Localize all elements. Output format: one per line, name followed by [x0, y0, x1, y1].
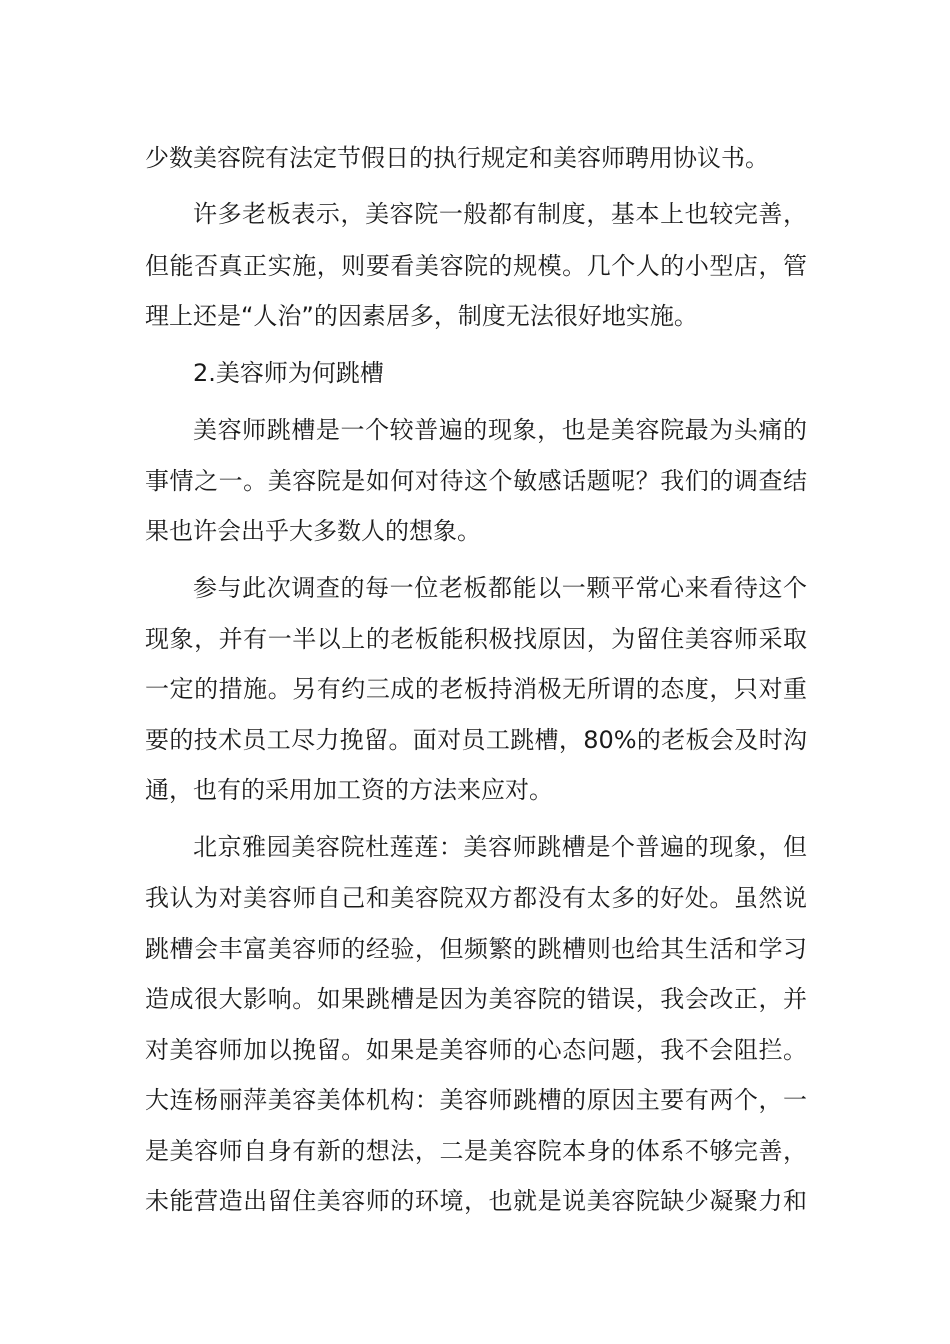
line-text: 理上还是“人治”的因素居多，制度无法很好地实施。	[145, 302, 698, 330]
text-line	[0, 194, 950, 234]
line-text: 2.美容师为何跳槽	[193, 359, 384, 387]
line-text: 是美容师自身有新的想法，二是美容院本身的体系不够完善，	[145, 1137, 807, 1165]
text-line	[0, 979, 950, 1019]
text-line	[0, 296, 950, 336]
line-text: 果也许会出乎大多数人的想象。	[145, 517, 481, 545]
line-text: 跳槽会丰富美容师的经验，但频繁的跳槽则也给其生活和学习	[145, 935, 807, 963]
line-text: 对美容师加以挽留。如果是美容师的心态问题，我不会阻拦。	[145, 1036, 807, 1064]
text-line	[0, 878, 950, 918]
text-line	[0, 246, 950, 286]
line-text: 我认为对美容师自己和美容院双方都没有太多的好处。虽然说	[145, 884, 807, 912]
line-text: 未能营造出留住美容师的环境，也就是说美容院缺少凝聚力和	[145, 1187, 807, 1215]
text-line	[0, 1131, 950, 1171]
text-line	[0, 619, 950, 659]
text-line	[0, 511, 950, 551]
text-line	[0, 929, 950, 969]
text-line	[0, 827, 950, 867]
line-text: 现象，并有一半以上的老板能积极找原因，为留住美容师采取	[145, 625, 807, 653]
line-text: 要的技术员工尽力挽留。面对员工跳槽，80%的老板会及时沟	[145, 726, 807, 754]
line-text: 造成很大影响。如果跳槽是因为美容院的错误，我会改正，并	[145, 985, 807, 1013]
text-line	[0, 770, 950, 810]
line-text: 北京雅园美容院杜莲莲：美容师跳槽是个普遍的现象，但	[193, 833, 807, 861]
text-line	[0, 1030, 950, 1070]
text-line	[0, 461, 950, 501]
line-text: 许多老板表示，美容院一般都有制度，基本上也较完善，	[193, 200, 807, 228]
text-line	[0, 669, 950, 709]
line-text: 但能否真正实施，则要看美容院的规模。几个人的小型店，管	[145, 252, 807, 280]
line-text: 事情之一。美容院是如何对待这个敏感话题呢？我们的调查结	[145, 467, 807, 495]
line-text: 少数美容院有法定节假日的执行规定和美容师聘用协议书。	[145, 144, 769, 172]
line-text: 大连杨丽萍美容美体机构：美容师跳槽的原因主要有两个，一	[145, 1086, 807, 1114]
text-line	[0, 138, 950, 178]
text-line	[0, 410, 950, 450]
text-line	[0, 1080, 950, 1120]
line-text: 美容师跳槽是一个较普遍的现象，也是美容院最为头痛的	[193, 416, 807, 444]
text-line	[0, 568, 950, 608]
text-line	[0, 1181, 950, 1221]
line-text: 参与此次调查的每一位老板都能以一颗平常心来看待这个	[193, 574, 807, 602]
text-line	[0, 720, 950, 760]
line-text: 通，也有的采用加工资的方法来应对。	[145, 776, 553, 804]
section-heading	[0, 353, 950, 393]
line-text: 一定的措施。另有约三成的老板持消极无所谓的态度，只对重	[145, 675, 807, 703]
